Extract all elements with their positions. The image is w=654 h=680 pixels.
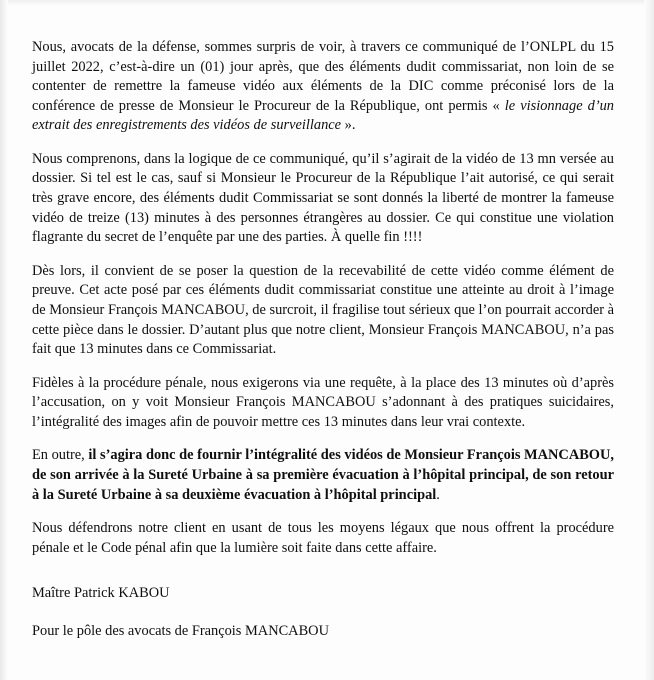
- paragraph-4: [32, 374, 614, 433]
- paragraph-6-run-1: Nous défendrons notre client en usant de tous les moyens légaux que nous offrent la procédure pénale et le Code pénal afin que la lumière soit faite dans cette affaire.: [32, 520, 614, 556]
- paragraph-3: [32, 262, 614, 360]
- paragraph-5: [32, 446, 614, 505]
- signature-block: [32, 584, 614, 641]
- paragraph-1-run-1: Nous, avocats de la défense, sommes surpris de voir, à travers ce communiqué de l’ONLPL du 15 juillet 2022, c’est-à-dire un (01) jour après, que des éléments dudit commissariat, non loin de se contenter de remettre la fameuse vidéo aux éléments de la DIC comme préconisé lors de la conférence de presse de Monsieur le Procureur de la République, ont permis: [32, 39, 614, 114]
- page-edge-left: [0, 0, 8, 680]
- paragraph-1: Nous, avocats de la défense, sommes surpris de voir, à travers ce communiqué de l’ONLPL du 15 juillet 2022, c’est-à-dire un (01) jour après, que des éléments dudit commissariat, non loin de se contenter de remettre la fameuse vidéo aux éléments de la DIC comme préconisé lors de la conférence de presse de Monsieur le Procureur de la République, ont permis « le visionnage d’un extrait des enregistrements des vidéos de surveillance ».: [32, 39, 614, 134]
- paragraph-6: [32, 519, 614, 558]
- signature-role: Pour le pôle des avocats de François MANCABOU: [32, 622, 329, 639]
- paragraph-4-run-1: Fidèles à la procédure pénale, nous exigerons via une requête, à la place des 13 minutes où d’après l’accusation, on y voit Monsieur François MANCABOU s’adonnant à des pratiques suicidaires, l’intégralité des images afin de pouvoir mettre ces 13 minutes dans leur vrai contexte.: [32, 374, 614, 430]
- document-body: [32, 38, 614, 641]
- paragraph-3-run-1: Dès lors, il convient de se poser la question de la recevabilité de cette vidéo comme élément de preuve. Cet acte posé par ces éléments dudit commissariat constitue une atteinte au droit à l’image de Monsieur François MANCABOU, de surcroit, il fragilise tout sérieux que l’on pourrait accorder à cette pièce dans le dossier. D’autant plus que notre client, Monsieur François MANCABOU, n’a pas fait que 13 minutes dans ce Commissariat.: [32, 262, 614, 358]
- page-edge-top: [0, 0, 654, 6]
- paragraph-2: [32, 150, 614, 248]
- paragraph-5-run-2-bold: il s’agira donc de fournir l’intégralité des vidéos de Monsieur François MANCABOU, de son arrivée à la Sureté Urbaine à sa première évacuation à l’hôpital principal, de son retour à la Sureté Urbaine à sa deuxième évacuation à l’hôpital principal: [32, 447, 614, 503]
- paragraph-2-run-1: Nous comprenons, dans la logique de ce communiqué, qu’il s’agirait de la vidéo de 13 mn versée au dossier. Si tel est le cas, sauf si Monsieur le Procureur de la République l’ait autorisé, ce qui serait très grave encore, des éléments dudit Commissariat se sont donnés la liberté de montrer la fameuse vidéo de treize (13) minutes à des personnes étrangères au dossier. Ce qui constitue une violation flagrante du secret de l’enquête par une des parties. À quelle fin !!!!: [32, 150, 614, 246]
- signature-name: Maître Patrick KABOU: [32, 585, 170, 602]
- paragraph-1-run-3: .: [351, 117, 356, 134]
- page-edge-right: [644, 0, 654, 680]
- paragraph-5-run-3: .: [436, 486, 440, 503]
- paragraph-5-run-1: En outre,: [32, 447, 89, 464]
- paragraph-1-run-2-italic: le visionnage d’un extrait des enregistrements des vidéos de surveillance: [32, 97, 614, 134]
